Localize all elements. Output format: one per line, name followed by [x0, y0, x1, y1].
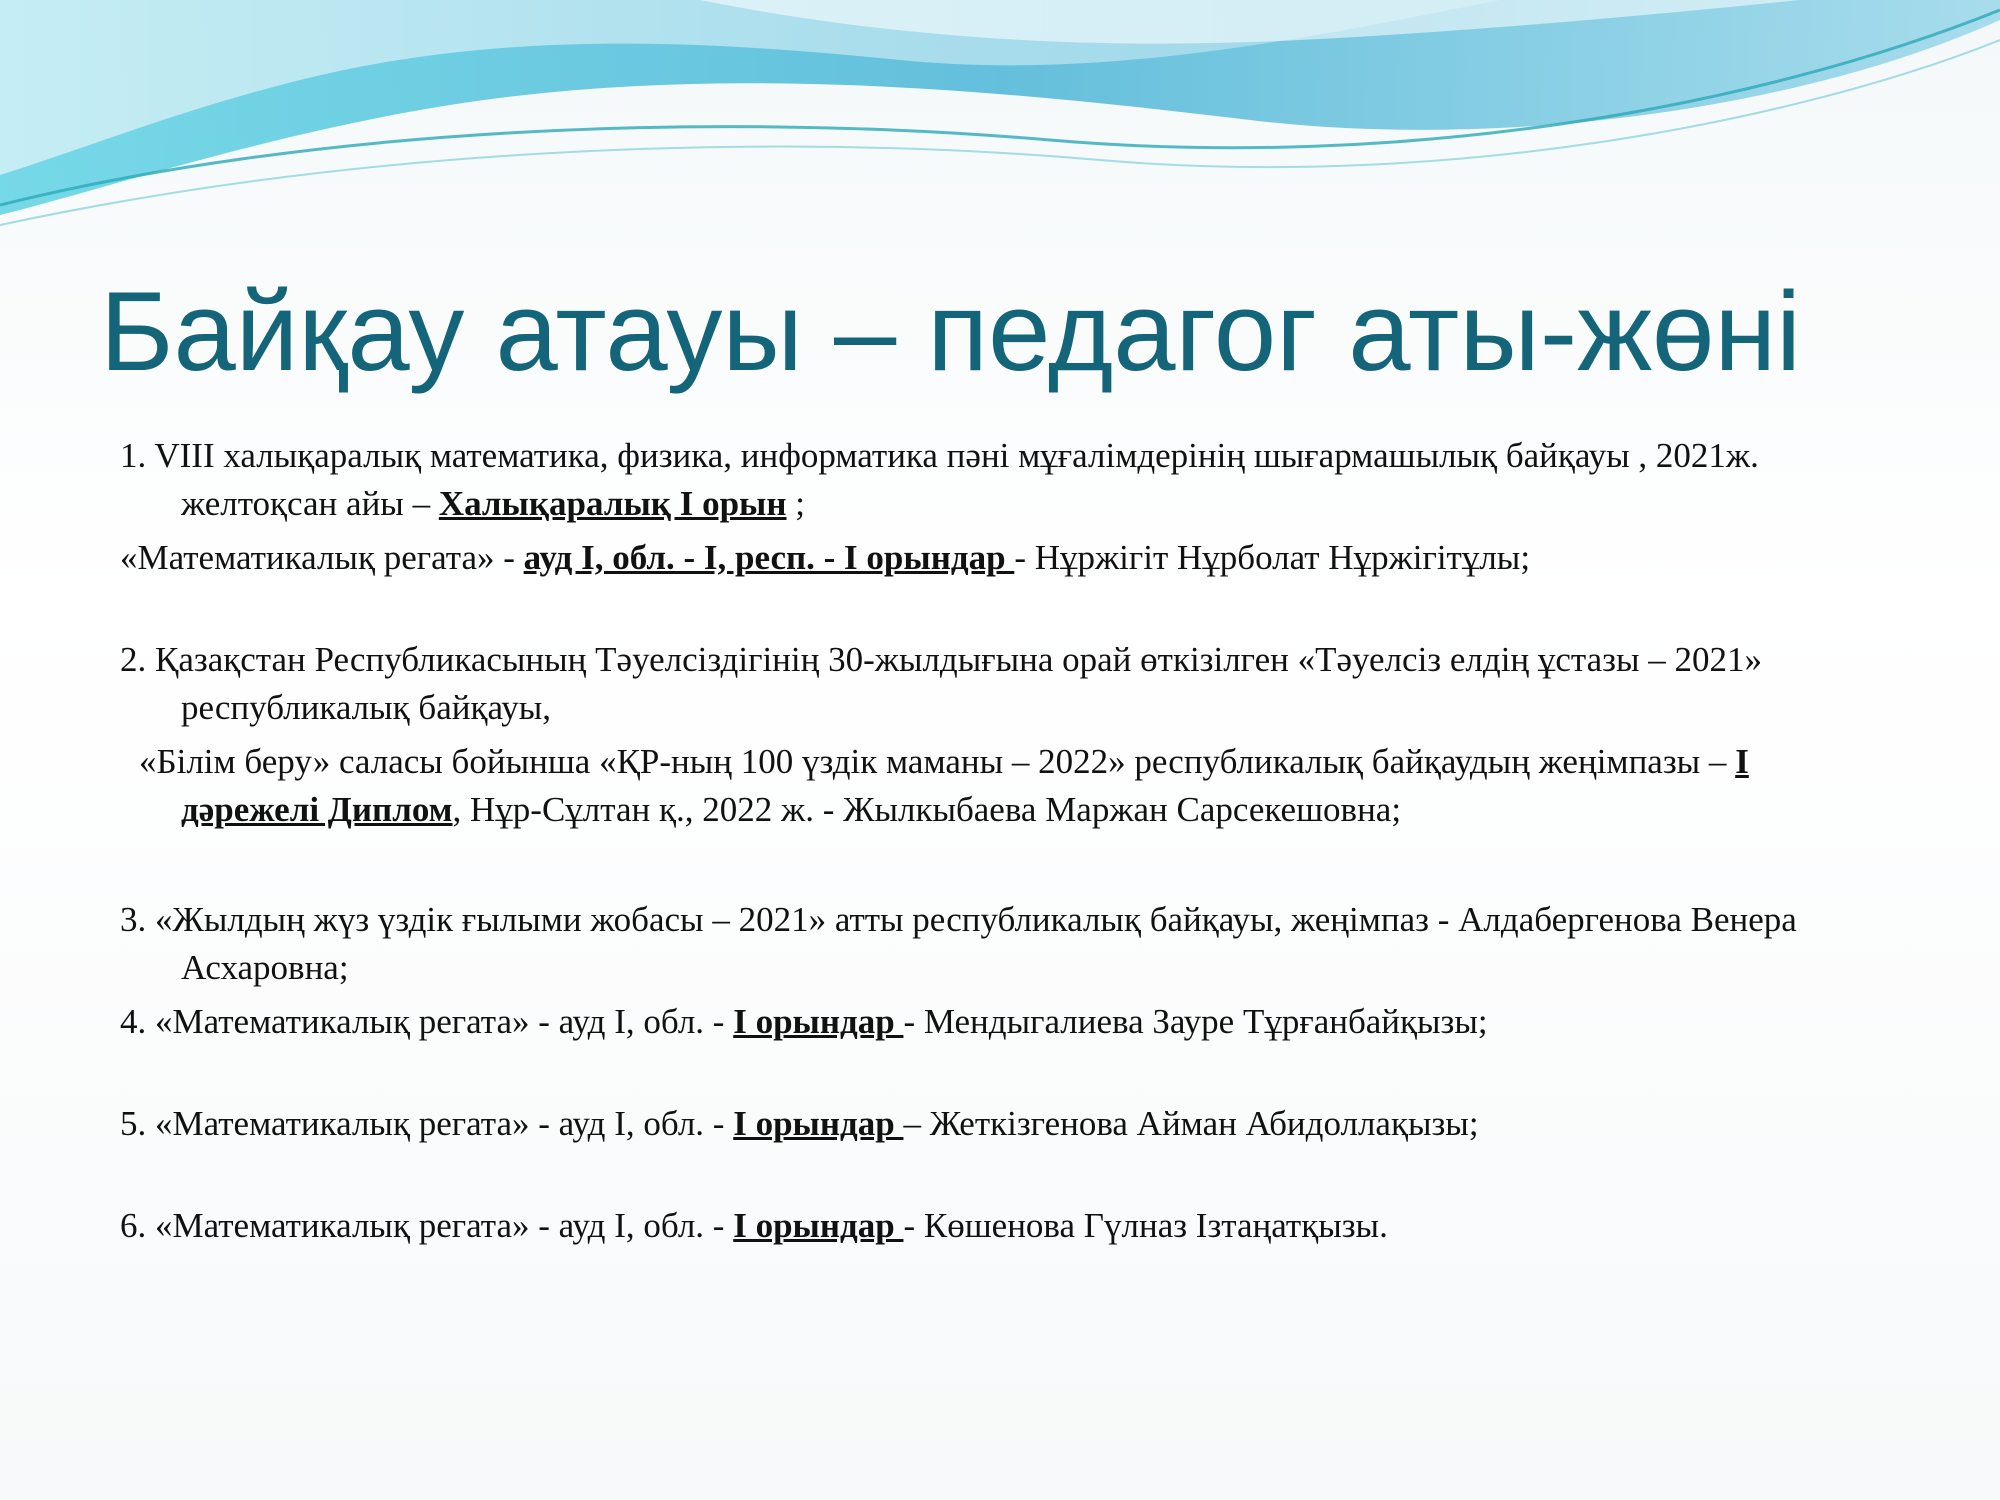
item-5-teacher: – Жеткізгенова Айман Абидоллақызы; — [903, 1104, 1479, 1143]
item-1-regata-teacher: - Нұржігіт Нұрболат Нұржігітұлы; — [1014, 538, 1531, 577]
item-3-text: 3. «Жылдың жүз үздік ғылыми жобасы – 2021» атты республикалық байқауы, жеңімпаз - Алдабергенова Венера Асхаровна; — [120, 900, 1797, 987]
item-5 — [120, 1100, 1860, 1148]
slide-title: Байқау атауы – педагог аты-жөні — [100, 269, 1802, 394]
item-6 — [120, 1202, 1860, 1250]
item-1-regata-award: ауд І, обл. - І, респ. - І орындар — [523, 538, 1015, 577]
item-1-text: 1. VIII халықаралық математика, физика, информатика пәні мұғалімдерінің шығармашылық байқауы , 2021ж. желтоқсан айы – — [120, 436, 1759, 523]
item-4-award: І орындар — [733, 1002, 904, 1041]
item-1-award: Халықаралық І орын — [438, 484, 787, 523]
item-2-b-award: І дәрежелі Диплом — [181, 742, 1749, 829]
item-2-b — [120, 738, 1860, 834]
item-5-text: 5. «Математикалық регата» - ауд І, обл. - — [120, 1104, 734, 1143]
item-6-text: 6. «Математикалық регата» - ауд І, обл. - — [120, 1206, 734, 1245]
item-1-regata-text: «Математикалық регата» - — [120, 538, 524, 577]
item-2 — [120, 636, 1860, 732]
item-3 — [120, 896, 1860, 992]
item-5-award: І орындар — [733, 1104, 904, 1143]
item-4 — [120, 998, 1860, 1046]
item-4-text: 4. «Математикалық регата» - ауд І, обл. - — [120, 1002, 734, 1041]
item-1 — [120, 432, 1860, 528]
item-6-teacher: - Көшенова Гүлназ Ізтаңатқызы. — [903, 1206, 1388, 1245]
item-4-teacher: - Мендыгалиева Зауре Тұрғанбайқызы; — [903, 1002, 1488, 1041]
item-1-regata — [120, 534, 1860, 582]
item-2-text: 2. Қазақстан Республикасының Тәуелсіздігінің 30-жылдығына орай өткізілген «Тәуелсіз елдің ұстазы – 2021» республикалық байқауы, — [120, 640, 1763, 727]
item-2-b-teacher: , Нұр-Сұлтан қ., 2022 ж. - Жылкыбаева Маржан Сарсекешовна; — [452, 790, 1402, 829]
item-6-award: І орындар — [733, 1206, 904, 1245]
item-1-end: ; — [786, 484, 806, 523]
slide-content — [120, 432, 1860, 1250]
header-wave-decoration — [0, 0, 2000, 240]
item-2-b-text: «Білім беру» саласы бойынша «ҚР-ның 100 үздік маманы – 2022» республикалық байқаудың жеңімпазы – — [139, 742, 1736, 781]
